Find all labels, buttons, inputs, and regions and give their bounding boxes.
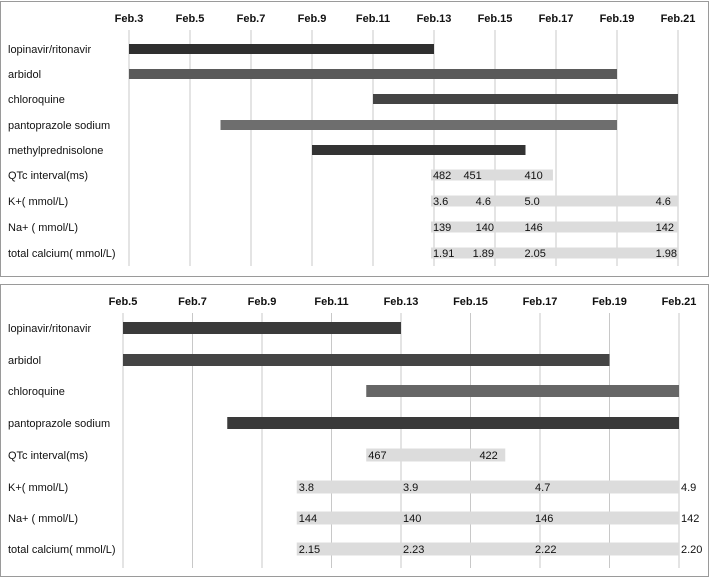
x-tick-label: Feb.21 (660, 13, 696, 25)
drug-bar (123, 354, 610, 366)
drug-bar (312, 145, 526, 155)
lab-value: 139 (432, 222, 452, 234)
drug-label: lopinavir/ritonavir (8, 44, 92, 56)
lab-label: K+( mmol/L) (8, 482, 69, 494)
lab-value: 2.23 (403, 544, 425, 556)
x-tick-label: Feb.17 (538, 13, 574, 25)
lab-value: 4.9 (681, 482, 697, 494)
x-tick-label: Feb.19 (592, 296, 627, 308)
x-tick-label: Feb.19 (599, 13, 635, 25)
lab-value: 2.15 (298, 544, 321, 556)
lab-value: 2.20 (681, 544, 703, 556)
lab-label: Na+ ( mmol/L) (8, 513, 78, 525)
drug-bar (129, 44, 434, 54)
x-tick-label: Feb.7 (178, 296, 207, 308)
lab-bar (431, 196, 678, 207)
timeline-chart-top-svg (1, 2, 708, 276)
x-tick-label: Feb.9 (297, 13, 327, 25)
lab-value: 1.89 (472, 248, 495, 260)
drug-label: pantoprazole sodium (8, 418, 111, 430)
x-tick-label: Feb.5 (108, 296, 138, 308)
drug-label: methylprednisolone (8, 145, 104, 157)
lab-value: 3.9 (403, 482, 419, 494)
drug-label: lopinavir/ritonavir (8, 323, 92, 335)
lab-value: 2.22 (535, 544, 557, 556)
lab-value: 4.6 (655, 196, 671, 208)
lab-value: 422 (479, 450, 498, 462)
lab-value: 140 (403, 513, 422, 525)
x-tick-label: Feb.17 (522, 296, 558, 308)
lab-label: QTc interval(ms) (8, 170, 89, 182)
drug-label: chloroquine (8, 386, 65, 398)
lab-value: 467 (368, 450, 387, 462)
x-tick-label: Feb.11 (314, 296, 349, 308)
lab-value: 4.7 (535, 482, 551, 494)
x-tick-label: Feb.7 (236, 13, 266, 25)
lab-label: Na+ ( mmol/L) (8, 222, 78, 234)
drug-label: chloroquine (8, 94, 65, 106)
lab-value: 3.8 (298, 482, 315, 494)
x-tick-label: Feb.13 (383, 296, 419, 308)
lab-value: 146 (524, 222, 543, 234)
lab-value: 140 (475, 222, 495, 234)
lab-value: 451 (463, 170, 482, 182)
lab-value: 1.98 (655, 248, 678, 260)
timeline-chart-bottom (0, 284, 709, 577)
lab-label: K+( mmol/L) (8, 196, 69, 208)
drug-label: arbidol (8, 355, 42, 367)
lab-value: 4.6 (475, 196, 491, 208)
lab-value: 1.91 (432, 248, 455, 260)
x-tick-label: Feb.21 (661, 296, 697, 308)
x-tick-label: Feb.5 (175, 13, 205, 25)
lab-value: 482 (432, 170, 452, 182)
lab-value: 146 (535, 513, 554, 525)
timeline-chart-top (0, 1, 709, 277)
drug-bar (123, 322, 401, 334)
drug-bar (373, 94, 678, 104)
lab-value: 5.0 (524, 196, 540, 208)
timeline-chart-bottom-svg (1, 285, 708, 576)
x-tick-label: Feb.11 (355, 13, 391, 25)
lab-value: 142 (655, 222, 674, 234)
drug-bar (221, 120, 618, 130)
drug-label: arbidol (8, 69, 42, 81)
lab-value: 144 (298, 513, 318, 525)
lab-bar (297, 481, 679, 494)
drug-bar (366, 385, 679, 397)
lab-value: 2.05 (524, 248, 546, 260)
x-tick-label: Feb.13 (416, 13, 452, 25)
lab-bar (431, 248, 678, 259)
lab-value: 410 (524, 170, 543, 182)
drug-bar (227, 417, 679, 429)
lab-bar (431, 222, 678, 233)
lab-label: total calcium( mmol/L) (8, 544, 116, 556)
lab-bar (297, 543, 679, 556)
x-tick-label: Feb.9 (247, 296, 277, 308)
lab-bar (297, 512, 679, 525)
x-tick-label: Feb.15 (477, 13, 513, 25)
lab-label: total calcium( mmol/L) (8, 248, 116, 260)
lab-value: 142 (681, 513, 700, 525)
lab-label: QTc interval(ms) (8, 450, 89, 462)
x-tick-label: Feb.15 (453, 296, 488, 308)
drug-bar (129, 69, 617, 79)
lab-value: 3.6 (432, 196, 449, 208)
x-tick-label: Feb.3 (114, 13, 144, 25)
drug-label: pantoprazole sodium (8, 120, 111, 132)
